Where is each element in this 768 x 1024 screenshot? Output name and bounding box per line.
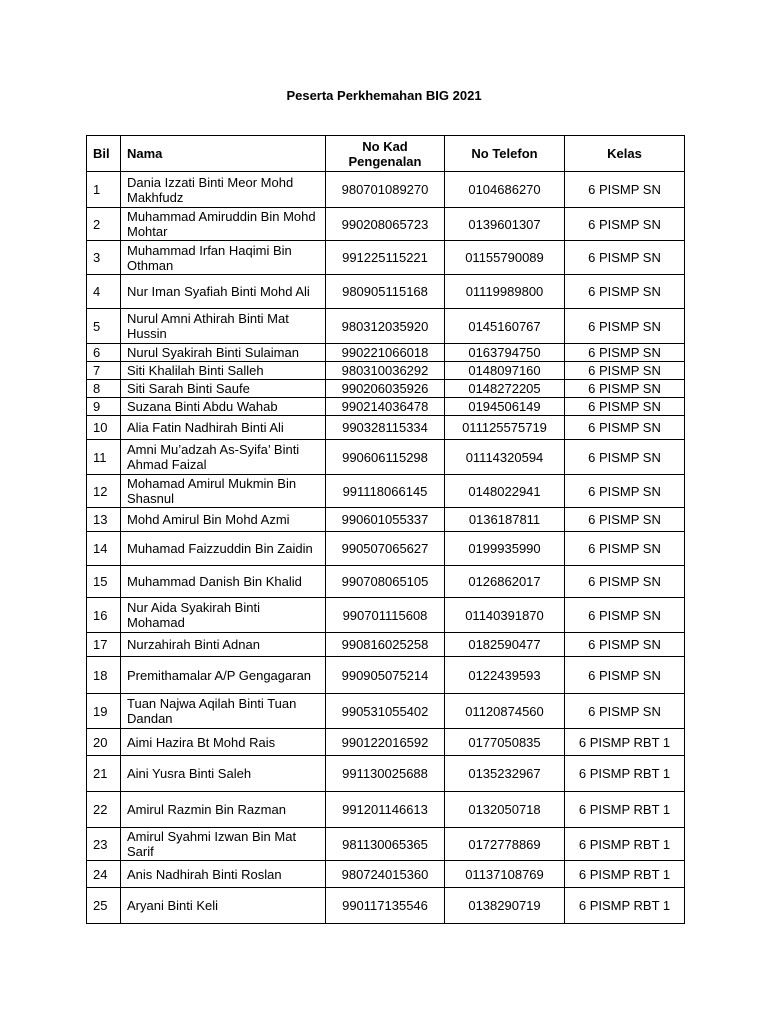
- table-row: [87, 694, 685, 729]
- table-row: [87, 172, 685, 208]
- cell-kelas: 6 PISMP RBT 1: [565, 729, 685, 756]
- participants-table: [86, 135, 685, 924]
- cell-bil: 3: [87, 241, 121, 275]
- cell-kelas: 6 PISMP SN: [565, 398, 685, 416]
- table-row: [87, 309, 685, 344]
- cell-bil: 16: [87, 598, 121, 633]
- header-kelas: Kelas: [565, 136, 685, 172]
- cell-ic: 990816025258: [326, 633, 445, 657]
- cell-nama: Muhammad Irfan Haqimi Bin Othman: [121, 241, 326, 275]
- cell-nama: Amirul Syahmi Izwan Bin Mat Sarif: [121, 828, 326, 861]
- cell-kelas: 6 PISMP SN: [565, 508, 685, 532]
- cell-tel: 0139601307: [445, 208, 565, 241]
- cell-ic: 990606115298: [326, 440, 445, 475]
- header-bil: Bil: [87, 136, 121, 172]
- table-row: [87, 828, 685, 861]
- cell-ic: 980724015360: [326, 861, 445, 888]
- cell-ic: 990206035926: [326, 380, 445, 398]
- cell-bil: 20: [87, 729, 121, 756]
- cell-bil: 14: [87, 532, 121, 566]
- cell-tel: 0132050718: [445, 792, 565, 828]
- cell-ic: 990122016592: [326, 729, 445, 756]
- table-row: [87, 380, 685, 398]
- cell-ic: 990507065627: [326, 532, 445, 566]
- table-row: [87, 416, 685, 440]
- cell-ic: 980701089270: [326, 172, 445, 208]
- cell-nama: Muhamad Faizzuddin Bin Zaidin: [121, 532, 326, 566]
- cell-bil: 25: [87, 888, 121, 924]
- table-row: [87, 344, 685, 362]
- cell-nama: Aini Yusra Binti Saleh: [121, 756, 326, 792]
- cell-ic: 980905115168: [326, 275, 445, 309]
- cell-bil: 2: [87, 208, 121, 241]
- cell-tel: 01119989800: [445, 275, 565, 309]
- table-row: [87, 508, 685, 532]
- cell-tel: 0163794750: [445, 344, 565, 362]
- cell-tel: 0122439593: [445, 657, 565, 694]
- cell-bil: 4: [87, 275, 121, 309]
- table-row: [87, 208, 685, 241]
- cell-kelas: 6 PISMP SN: [565, 475, 685, 508]
- cell-nama: Amni Mu’adzah As-Syifa’ Binti Ahmad Faizal: [121, 440, 326, 475]
- cell-ic: 990905075214: [326, 657, 445, 694]
- cell-tel: 011125575719: [445, 416, 565, 440]
- cell-tel: 0126862017: [445, 566, 565, 598]
- cell-kelas: 6 PISMP SN: [565, 566, 685, 598]
- cell-bil: 17: [87, 633, 121, 657]
- cell-bil: 5: [87, 309, 121, 344]
- cell-bil: 23: [87, 828, 121, 861]
- cell-ic: 990531055402: [326, 694, 445, 729]
- cell-tel: 0148022941: [445, 475, 565, 508]
- cell-ic: 990208065723: [326, 208, 445, 241]
- cell-ic: 991201146613: [326, 792, 445, 828]
- table-row: [87, 633, 685, 657]
- cell-tel: 0136187811: [445, 508, 565, 532]
- cell-bil: 8: [87, 380, 121, 398]
- table-row: [87, 598, 685, 633]
- table-header-row: [87, 136, 685, 172]
- table-row: [87, 532, 685, 566]
- cell-kelas: 6 PISMP SN: [565, 309, 685, 344]
- cell-bil: 10: [87, 416, 121, 440]
- cell-ic: 990214036478: [326, 398, 445, 416]
- cell-tel: 01140391870: [445, 598, 565, 633]
- cell-ic: 990601055337: [326, 508, 445, 532]
- table-row: [87, 861, 685, 888]
- cell-bil: 18: [87, 657, 121, 694]
- cell-tel: 0148272205: [445, 380, 565, 398]
- cell-kelas: 6 PISMP SN: [565, 241, 685, 275]
- cell-nama: Siti Khalilah Binti Salleh: [121, 362, 326, 380]
- cell-tel: 0135232967: [445, 756, 565, 792]
- cell-nama: Aimi Hazira Bt Mohd Rais: [121, 729, 326, 756]
- cell-nama: Muhammad Amiruddin Bin Mohd Mohtar: [121, 208, 326, 241]
- cell-nama: Amirul Razmin Bin Razman: [121, 792, 326, 828]
- cell-nama: Aryani Binti Keli: [121, 888, 326, 924]
- cell-kelas: 6 PISMP SN: [565, 532, 685, 566]
- cell-bil: 6: [87, 344, 121, 362]
- table-row: [87, 657, 685, 694]
- cell-nama: Suzana Binti Abdu Wahab: [121, 398, 326, 416]
- cell-ic: 990328115334: [326, 416, 445, 440]
- cell-ic: 990117135546: [326, 888, 445, 924]
- cell-kelas: 6 PISMP RBT 1: [565, 888, 685, 924]
- cell-nama: Nurul Syakirah Binti Sulaiman: [121, 344, 326, 362]
- header-nama: Nama: [121, 136, 326, 172]
- cell-ic: 980312035920: [326, 309, 445, 344]
- cell-kelas: 6 PISMP SN: [565, 440, 685, 475]
- table-row: [87, 729, 685, 756]
- header-ic: No Kad Pengenalan: [326, 136, 445, 172]
- cell-tel: 0194506149: [445, 398, 565, 416]
- cell-nama: Premithamalar A/P Gengagaran: [121, 657, 326, 694]
- cell-kelas: 6 PISMP RBT 1: [565, 756, 685, 792]
- cell-bil: 21: [87, 756, 121, 792]
- cell-bil: 12: [87, 475, 121, 508]
- cell-bil: 19: [87, 694, 121, 729]
- cell-ic: 990221066018: [326, 344, 445, 362]
- cell-tel: 0199935990: [445, 532, 565, 566]
- table-row: [87, 398, 685, 416]
- cell-nama: Siti Sarah Binti Saufe: [121, 380, 326, 398]
- cell-tel: 0145160767: [445, 309, 565, 344]
- cell-bil: 24: [87, 861, 121, 888]
- cell-kelas: 6 PISMP RBT 1: [565, 828, 685, 861]
- cell-ic: 991118066145: [326, 475, 445, 508]
- table-row: [87, 275, 685, 309]
- table-body: [87, 172, 685, 924]
- cell-ic: 981130065365: [326, 828, 445, 861]
- cell-ic: 980310036292: [326, 362, 445, 380]
- cell-tel: 01155790089: [445, 241, 565, 275]
- cell-kelas: 6 PISMP SN: [565, 633, 685, 657]
- cell-bil: 22: [87, 792, 121, 828]
- cell-tel: 01137108769: [445, 861, 565, 888]
- table-row: [87, 241, 685, 275]
- cell-tel: 01120874560: [445, 694, 565, 729]
- cell-kelas: 6 PISMP SN: [565, 344, 685, 362]
- cell-kelas: 6 PISMP SN: [565, 380, 685, 398]
- cell-nama: Nurzahirah Binti Adnan: [121, 633, 326, 657]
- cell-bil: 11: [87, 440, 121, 475]
- cell-tel: 0172778869: [445, 828, 565, 861]
- table-row: [87, 475, 685, 508]
- cell-kelas: 6 PISMP SN: [565, 598, 685, 633]
- table-row: [87, 756, 685, 792]
- cell-nama: Dania Izzati Binti Meor Mohd Makhfudz: [121, 172, 326, 208]
- cell-kelas: 6 PISMP SN: [565, 657, 685, 694]
- cell-tel: 0182590477: [445, 633, 565, 657]
- cell-nama: Alia Fatin Nadhirah Binti Ali: [121, 416, 326, 440]
- cell-kelas: 6 PISMP RBT 1: [565, 861, 685, 888]
- cell-ic: 991225115221: [326, 241, 445, 275]
- cell-tel: 01114320594: [445, 440, 565, 475]
- table-row: [87, 792, 685, 828]
- cell-kelas: 6 PISMP SN: [565, 172, 685, 208]
- cell-bil: 1: [87, 172, 121, 208]
- cell-bil: 9: [87, 398, 121, 416]
- header-tel: No Telefon: [445, 136, 565, 172]
- table-row: [87, 566, 685, 598]
- cell-bil: 15: [87, 566, 121, 598]
- cell-bil: 7: [87, 362, 121, 380]
- cell-ic: 990701115608: [326, 598, 445, 633]
- cell-ic: 991130025688: [326, 756, 445, 792]
- table-row: [87, 440, 685, 475]
- cell-kelas: 6 PISMP SN: [565, 275, 685, 309]
- cell-bil: 13: [87, 508, 121, 532]
- cell-kelas: 6 PISMP RBT 1: [565, 792, 685, 828]
- page-title: Peserta Perkhemahan BIG 2021: [286, 88, 482, 103]
- cell-nama: Nurul Amni Athirah Binti Mat Hussin: [121, 309, 326, 344]
- cell-tel: 0104686270: [445, 172, 565, 208]
- cell-nama: Anis Nadhirah Binti Roslan: [121, 861, 326, 888]
- cell-kelas: 6 PISMP SN: [565, 694, 685, 729]
- cell-nama: Mohamad Amirul Mukmin Bin Shasnul: [121, 475, 326, 508]
- cell-kelas: 6 PISMP SN: [565, 416, 685, 440]
- cell-nama: Mohd Amirul Bin Mohd Azmi: [121, 508, 326, 532]
- cell-nama: Muhammad Danish Bin Khalid: [121, 566, 326, 598]
- cell-nama: Tuan Najwa Aqilah Binti Tuan Dandan: [121, 694, 326, 729]
- cell-tel: 0177050835: [445, 729, 565, 756]
- cell-kelas: 6 PISMP SN: [565, 362, 685, 380]
- cell-kelas: 6 PISMP SN: [565, 208, 685, 241]
- cell-tel: 0138290719: [445, 888, 565, 924]
- cell-nama: Nur Aida Syakirah Binti Mohamad: [121, 598, 326, 633]
- cell-ic: 990708065105: [326, 566, 445, 598]
- table-row: [87, 888, 685, 924]
- cell-nama: Nur Iman Syafiah Binti Mohd Ali: [121, 275, 326, 309]
- table-row: [87, 362, 685, 380]
- cell-tel: 0148097160: [445, 362, 565, 380]
